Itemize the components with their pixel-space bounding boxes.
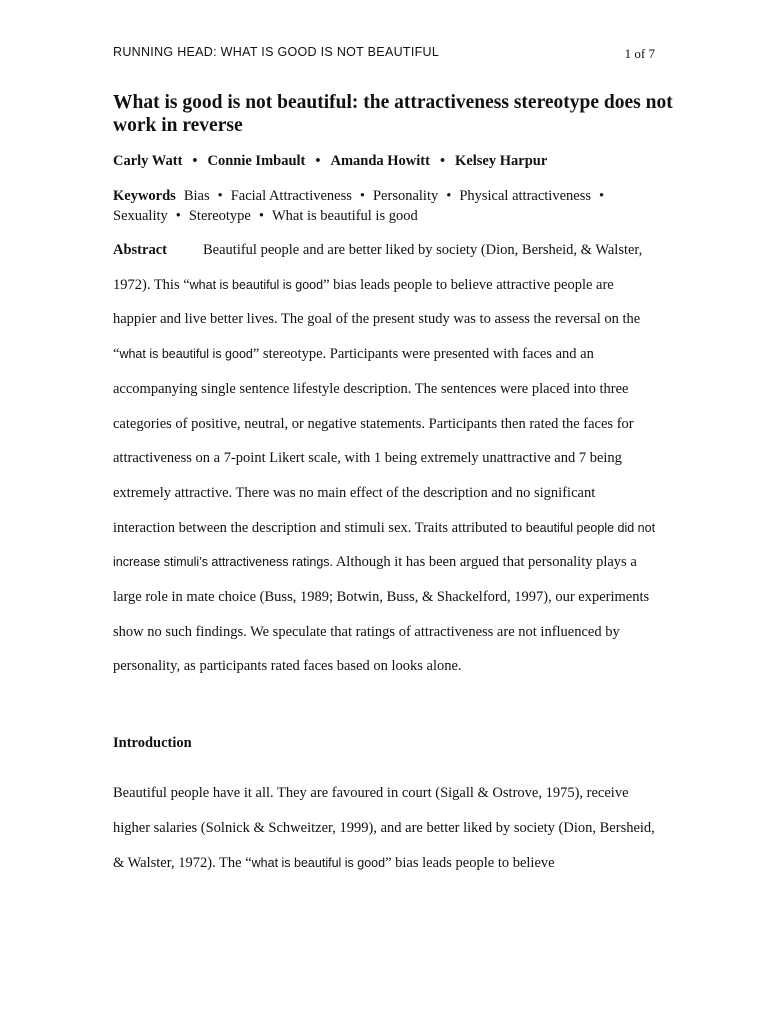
keyword: Stereotype <box>188 208 251 224</box>
keyword-separator: • <box>175 208 181 224</box>
keyword: Facial Attractiveness <box>230 188 352 204</box>
keyword-separator: • <box>217 188 223 204</box>
keyword: Personality <box>372 188 439 204</box>
abstract-text: Although it has been argued that personality plays a large role in mate choice (Buss, 1989; Botwin, Buss, & Shackelford, 1997), our experiments show no such findings. We speculate that ratings of attractiveness are not influenced by personality, as participants rated faces based on looks alone. <box>113 554 650 675</box>
intro-text: ” bias leads people to believe <box>385 855 555 871</box>
abstract-paragraph <box>113 233 658 684</box>
paper-title: What is good is not beautiful: the attractiveness stereotype does not work in reverse <box>113 92 673 136</box>
abstract-sans-sentence: beautiful people did not increase stimuli’s attractiveness ratings. <box>113 520 656 570</box>
abstract-text: ” bias leads people to believe attractive people are happier and live better lives. The goal of the present study was to assess the reversal on the “ <box>113 276 641 363</box>
keyword: Bias <box>183 188 210 204</box>
keyword-separator: • <box>446 188 452 204</box>
abstract-quote: what is beautiful is good <box>119 347 253 362</box>
introduction-heading: Introduction <box>113 735 192 751</box>
keyword: What is beautiful is good <box>271 208 418 224</box>
abstract-text: Beautiful people and are better liked by society (Dion, Bersheid, & Walster, 1972). This “ <box>113 242 643 293</box>
author-list <box>113 153 547 170</box>
author-name: Connie Imbault <box>207 153 306 169</box>
author-separator: • <box>315 153 321 169</box>
keyword-separator: • <box>598 188 605 204</box>
keywords-section <box>113 186 673 226</box>
author-separator: • <box>192 153 198 169</box>
keyword-separator: • <box>258 208 264 224</box>
abstract-label: Abstract <box>113 242 167 258</box>
page-number: 1 of 7 <box>624 46 655 61</box>
introduction-paragraph <box>113 776 658 881</box>
abstract-quote: what is beautiful is good <box>189 277 324 292</box>
keyword: Physical attractiveness <box>459 188 591 204</box>
keyword-separator: • <box>359 188 365 204</box>
author-name: Kelsey Harpur <box>455 153 548 169</box>
author-name: Carly Watt <box>113 153 183 169</box>
intro-text: Beautiful people have it all. They are favoured in court (Sigall & Ostrove, 1975), receive higher salaries (Solnick & Schweitzer, 1999), and are better liked by society (Dion, Bersheid, & Walster, 1972). The “ <box>113 785 655 871</box>
running-head: RUNNING HEAD: WHAT IS GOOD IS NOT BEAUTIFUL <box>113 45 440 59</box>
author-name: Amanda Howitt <box>330 153 430 169</box>
keyword: Sexuality <box>113 208 168 224</box>
intro-quote: what is beautiful is good <box>251 856 386 870</box>
abstract-text: ” stereotype. Participants were presented with faces and an accompanying single sentence lifestyle description. The sentences were placed into three categories of positive, neutral, or negative statements. Participants then rated the faces for attractiveness on a 7-point Likert scale, with 1 being extremely unattractive and 7 being extremely attractive. There was no main effect of the description and no significant interaction between the description and stimuli sex. Traits attributed to <box>113 346 634 536</box>
author-separator: • <box>439 153 446 169</box>
keywords-label: Keywords <box>113 188 176 204</box>
